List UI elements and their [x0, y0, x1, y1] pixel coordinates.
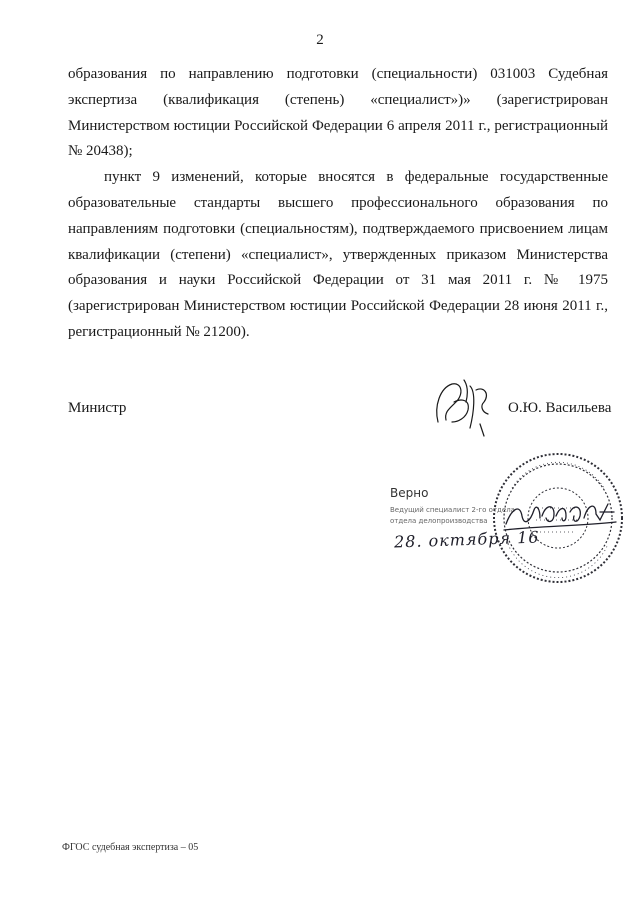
- certifier-signature: [500, 486, 620, 536]
- signatory-name: О.Ю. Васильева: [508, 400, 612, 416]
- certification-position: Ведущий специалист 2-го отдела: [390, 506, 515, 514]
- paragraph-2: пункт 9 изменений, которые вносятся в федеральные государственные образовательные стандарты высшего профессионального образования по направлениям подготовки (специальностям), подтверждаемого присвоением лицам квалификации (степени) «специалист», утвержденных приказом Министерства образования и науки Российской Федерации от 31 мая 2011 г. № 1975 (зарегистрирован Министерством юстиции Российской Федерации 28 июня 2011 г., регистрационный № 21200).: [68, 169, 608, 340]
- paragraph-1: образования по направлению подготовки (специальности) 031003 Судебная экспертиза (квалификация (степень) «специалист»)» (зарегистрирован Министерством юстиции Российской Федерации 6 апреля 2011 г., регистрационный № 20438);: [68, 66, 608, 160]
- document-footer: ФГОС судебная экспертиза – 05: [62, 842, 199, 853]
- document-body: [68, 62, 608, 346]
- certification-block: [390, 486, 630, 566]
- certification-date: 28. октября 16: [393, 527, 540, 552]
- certification-department: отдела делопроизводства: [390, 517, 488, 525]
- minister-signature: [424, 372, 504, 442]
- signatory-title: Министр: [68, 400, 127, 416]
- certification-label: Верно: [390, 486, 429, 500]
- page-number: 2: [316, 32, 324, 48]
